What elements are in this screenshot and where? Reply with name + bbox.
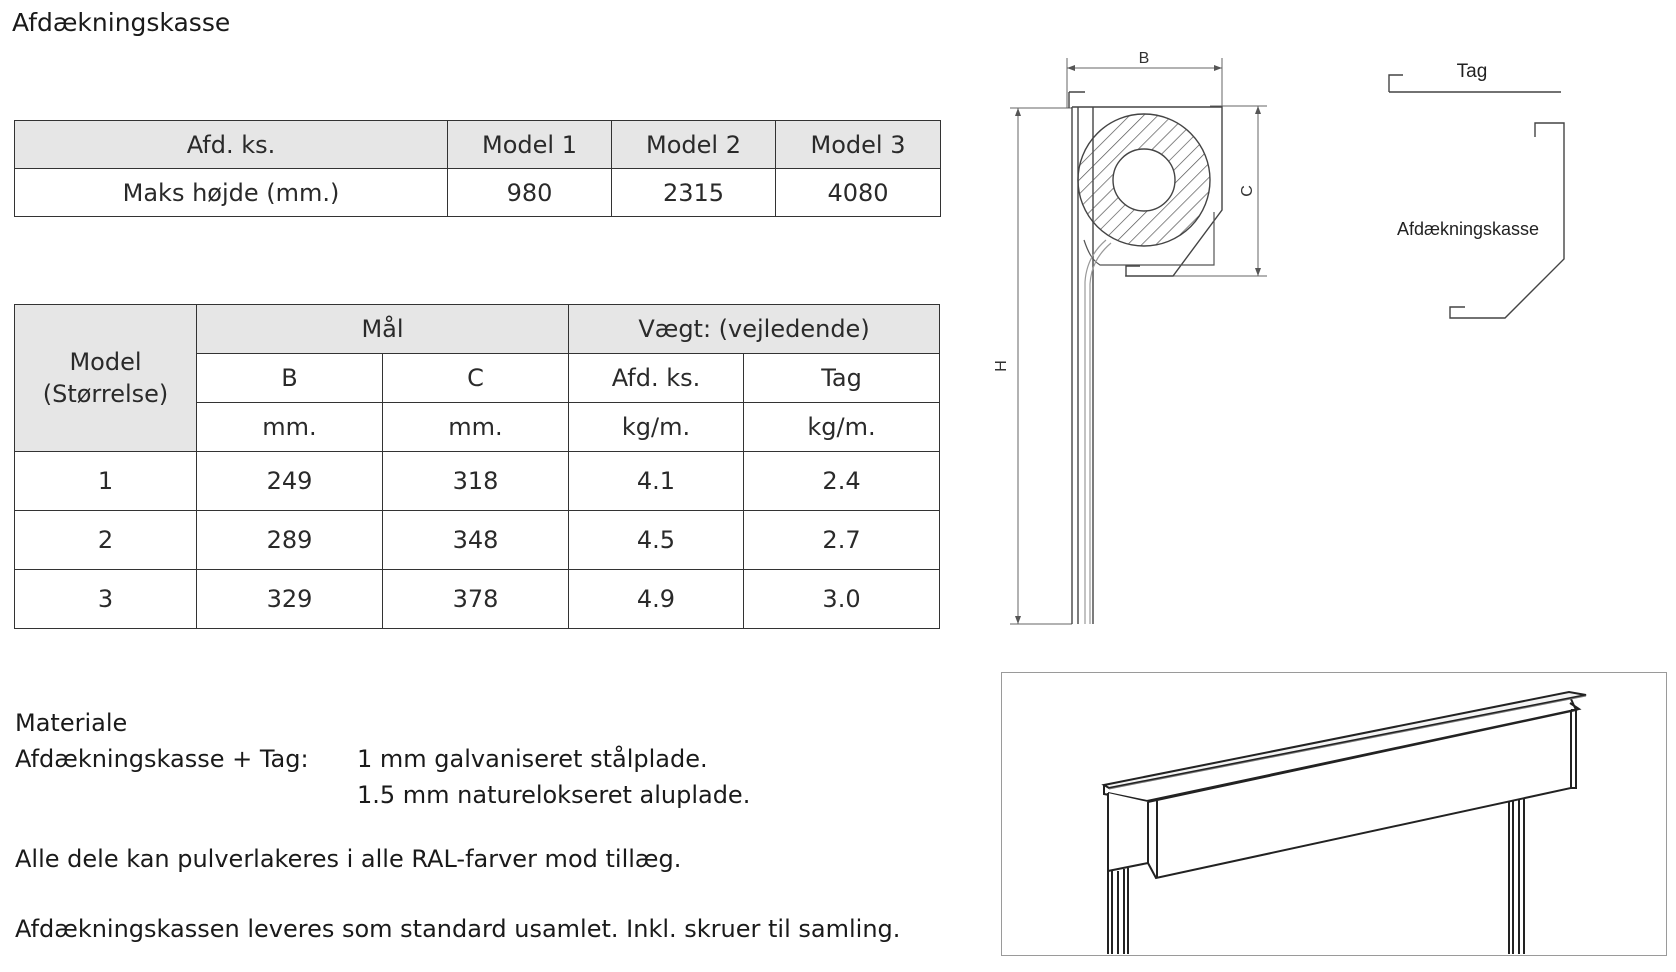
roller-coil — [1078, 114, 1214, 624]
table-cell: 289 — [197, 511, 383, 570]
model-label: Model — [69, 348, 142, 376]
table-header-row — [15, 121, 941, 169]
table-cell: 378 — [383, 570, 569, 629]
table-cell: Maks højde (mm.) — [15, 169, 448, 217]
unit-cell: kg/m. — [744, 403, 940, 452]
delivery-note: Afdækningskassen leveres som standard usamlet. Inkl. skruer til samling. — [15, 915, 901, 943]
powder-coating-note: Alle dele kan pulverlakeres i alle RAL-farver mod tillæg. — [15, 845, 682, 873]
roof-label: Tag — [1456, 61, 1488, 82]
table-header-row — [15, 305, 940, 354]
roof-part — [1389, 61, 1561, 92]
product-illustration-drawing — [1002, 673, 1666, 955]
material-row — [15, 741, 750, 777]
product-illustration — [1001, 672, 1667, 956]
box-label: Afdækningskasse — [1396, 219, 1540, 239]
table-row — [15, 169, 941, 217]
table-header-cell: Afd. ks. — [15, 121, 448, 169]
table-cell: 2315 — [612, 169, 776, 217]
table-cell: 3.0 — [744, 570, 940, 629]
table-cell: 2.4 — [744, 452, 940, 511]
unit-cell: mm. — [383, 403, 569, 452]
table-cell: 3 — [15, 570, 197, 629]
dimension-b — [1067, 50, 1222, 108]
dimension-b-label: B — [1138, 50, 1150, 67]
material-label-spacer — [15, 777, 357, 813]
table-row — [15, 570, 940, 629]
dimensions-group-header: Mål — [197, 305, 569, 354]
table-cell: 2 — [15, 511, 197, 570]
unit-cell: kg/m. — [569, 403, 744, 452]
size-label: (Størrelse) — [42, 380, 169, 408]
table-header-cell: B — [197, 354, 383, 403]
dimensions-weight-table — [14, 304, 940, 629]
material-section — [15, 705, 750, 813]
table-row — [15, 452, 940, 511]
material-row — [15, 777, 750, 813]
material-line-alu: 1.5 mm naturelokseret aluplade. — [357, 781, 751, 809]
table-header-cell: Model 3 — [776, 121, 941, 169]
unit-cell: mm. — [197, 403, 383, 452]
table-header-cell: Model 1 — [448, 121, 612, 169]
material-heading: Materiale — [15, 709, 128, 737]
table-cell: 1 — [15, 452, 197, 511]
table-header-cell: Afd. ks. — [569, 354, 744, 403]
dimension-c-label: C — [1239, 185, 1256, 197]
dimension-h — [993, 108, 1072, 624]
material-line-steel: 1 mm galvaniseret stålplade. — [357, 745, 708, 773]
material-label: Afdækningskasse + Tag: — [15, 745, 309, 773]
table-cell: 4.5 — [569, 511, 744, 570]
table-row — [15, 511, 940, 570]
table-header-cell: Tag — [744, 354, 940, 403]
table-cell: 4.9 — [569, 570, 744, 629]
table-header-cell: C — [383, 354, 569, 403]
table-cell: 980 — [448, 169, 612, 217]
table-cell: 4.1 — [569, 452, 744, 511]
table-cell: 2.7 — [744, 511, 940, 570]
dimension-h-label: H — [993, 360, 1010, 372]
model-size-header — [15, 305, 197, 452]
table-cell: 4080 — [776, 169, 941, 217]
max-height-table — [14, 120, 941, 217]
table-header-cell: Model 2 — [612, 121, 776, 169]
table-cell: 318 — [383, 452, 569, 511]
table-cell: 329 — [197, 570, 383, 629]
box-part — [1397, 123, 1564, 318]
table-cell: 249 — [197, 452, 383, 511]
page-title: Afdækningskasse — [12, 8, 231, 37]
weight-group-header: Vægt: (vejledende) — [569, 305, 940, 354]
cross-section-drawing — [990, 40, 1590, 640]
table-cell: 348 — [383, 511, 569, 570]
